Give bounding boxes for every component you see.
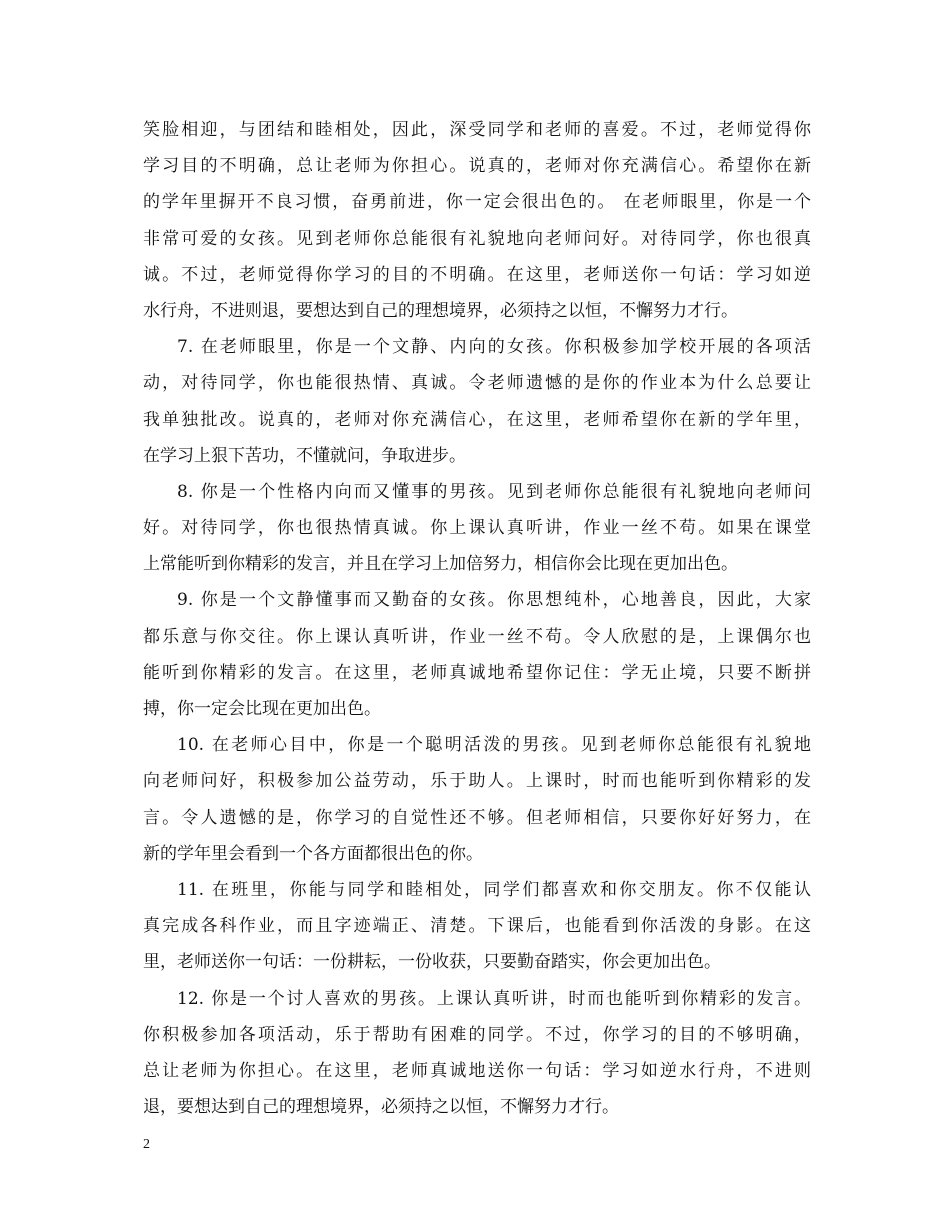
text-line: 好。对待同学，你也很热情真诚。你上课认真听讲，作业一丝不苟。如果在课堂 (143, 518, 811, 539)
text-line: 搏，你一定会比现在更加出色。 (143, 699, 381, 719)
text-line: 非常可爱的女孩。见到老师你总能很有礼貌地向老师问好。对待同学，你也很真 (143, 228, 811, 249)
paragraph-p-continued (143, 112, 811, 329)
text-line: 真完成各科作业，而且字迹端正、清楚。下课后，也能看到你活泼的身影。在这 (143, 916, 811, 937)
text-line: 诚。不过，老师觉得你学习的目的不明确。在这里，老师送你一句话：学习如逆 (143, 264, 811, 285)
text-line: 10. 在老师心目中，你是一个聪明活泼的男孩。见到老师你总能很有礼貌地 (177, 735, 811, 756)
text-line: 上常能听到你精彩的发言，并且在学习上加倍努力，相信你会比现在更加出色。 (143, 554, 738, 575)
document-body (143, 112, 811, 1125)
paragraph-p-12 (143, 981, 811, 1126)
page-number: 2 (143, 1137, 150, 1152)
paragraph-p-9 (143, 582, 811, 727)
text-line: 新的学年里会看到一个各方面都很出色的你。 (143, 843, 483, 864)
text-line: 我单独批改。说真的，老师对你充满信心，在这里，老师希望你在新的学年里， (143, 409, 811, 430)
text-line: 在学习上狠下苦功，不懂就问，争取进步。 (143, 445, 466, 466)
text-line: 里，老师送你一句话：一份耕耘，一份收获，只要勤奋踏实，你会更加出色。 (143, 952, 721, 973)
text-line: 9. 你是一个文静懂事而又勤奋的女孩。你思想纯朴，心地善良，因此，大家 (177, 590, 811, 611)
paragraph-p-10 (143, 727, 811, 872)
text-line: 动，对待同学，你也能很热情、真诚。令老师遗憾的是你的作业本为什么总要让 (143, 373, 811, 394)
text-line: 言。令人遗憾的是，你学习的自觉性还不够。但老师相信，只要你好好努力，在 (143, 807, 811, 828)
text-line: 的学年里摒开不良习惯，奋勇前进，你一定会很出色的。 在老师眼里，你是一个 (143, 192, 811, 213)
text-line: 11. 在班里，你能与同学和睦相处，同学们都喜欢和你交朋友。你不仅能认 (177, 879, 811, 900)
text-line: 水行舟，不进则退，要想达到自己的理想境界，必须持之以恒，不懈努力才行。 (143, 300, 738, 321)
text-line: 12. 你是一个讨人喜欢的男孩。上课认真听讲，时而也能听到你精彩的发言。 (177, 988, 811, 1009)
text-line: 学习目的不明确，总让老师为你担心。说真的，老师对你充满信心。希望你在新 (143, 156, 811, 177)
text-line: 总让老师为你担心。在这里，老师真诚地送你一句话：学习如逆水行舟，不进则 (143, 1060, 811, 1081)
paragraph-p-11 (143, 872, 811, 981)
text-line: 8. 你是一个性格内向而又懂事的男孩。见到老师你总能很有礼貌地向老师问 (177, 481, 811, 502)
text-line: 能听到你精彩的发言。在这里，老师真诚地希望你记住：学无止境，只要不断拼 (143, 662, 811, 683)
paragraph-p-7 (143, 329, 811, 474)
text-line: 向老师问好，积极参加公益劳动，乐于助人。上课时，时而也能听到你精彩的发 (143, 771, 811, 792)
text-line: 退，要想达到自己的理想境界，必须持之以恒，不懈努力才行。 (143, 1097, 619, 1118)
text-line: 都乐意与你交往。你上课认真听讲，作业一丝不苟。令人欣慰的是，上课偶尔也 (143, 626, 811, 647)
text-line: 你积极参加各项活动，乐于帮助有困难的同学。不过，你学习的目的不够明确， (143, 1024, 811, 1045)
text-line: 7. 在老师眼里，你是一个文静、内向的女孩。你积极参加学校开展的各项活 (177, 337, 811, 358)
text-line: 笑脸相迎，与团结和睦相处，因此，深受同学和老师的喜爱。不过，老师觉得你 (143, 120, 811, 140)
paragraph-p-8 (143, 474, 811, 583)
